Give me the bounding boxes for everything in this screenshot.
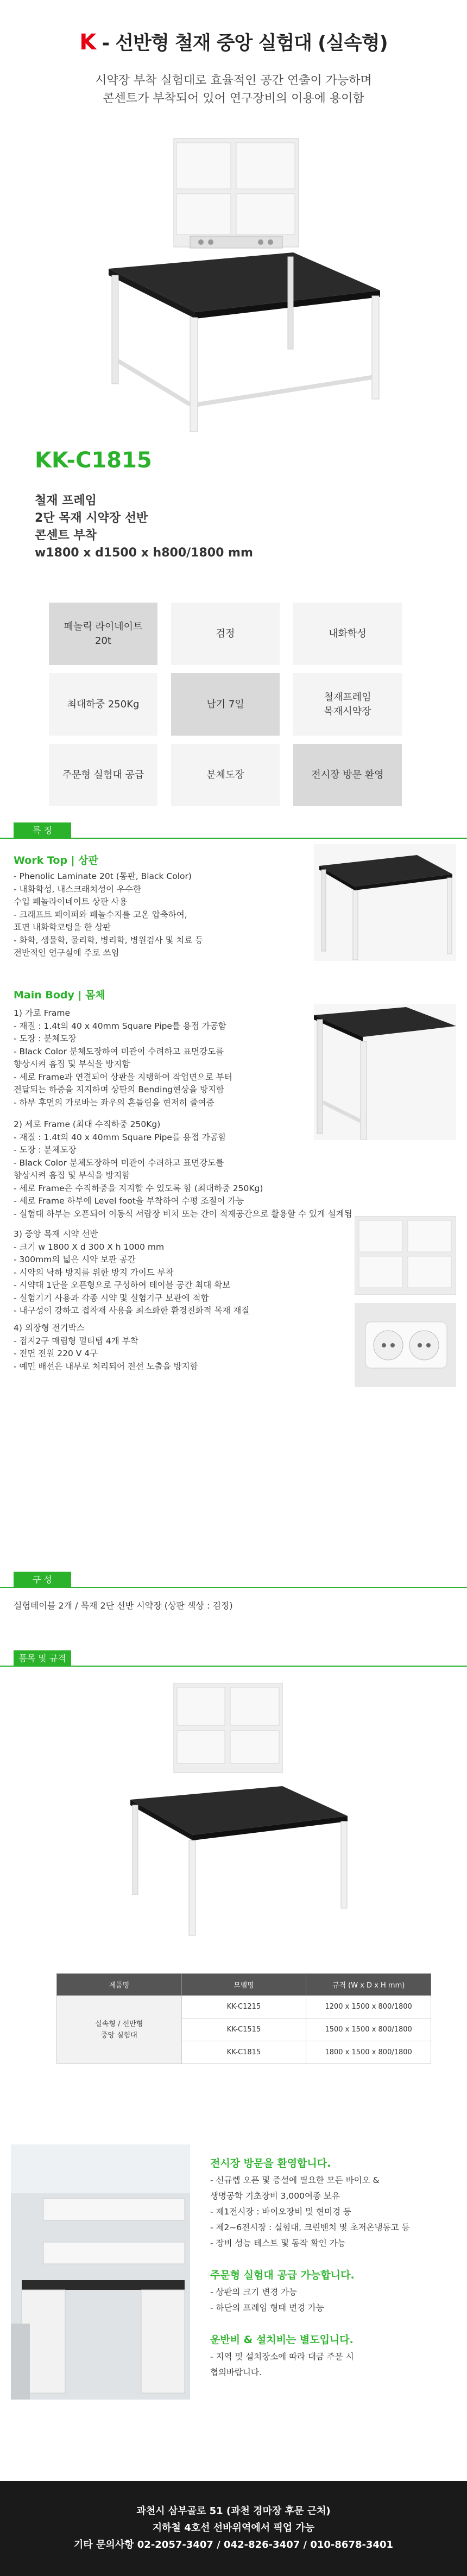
feature-text: 검정: [216, 628, 235, 640]
text-line: 수입 페놀라이네이트 상판 사용: [14, 897, 128, 907]
feature-text: 내화학성: [329, 628, 367, 640]
text-line: - 재질 : 1.4t의 40 x 40mm Square Pipe를 용접 가공함: [14, 1021, 226, 1031]
visit-title-showroom: 전시장 방문을 환영합니다.: [210, 2157, 331, 2169]
spec-line: 철재 프레임: [35, 494, 97, 508]
footer: [0, 2481, 467, 2576]
feature-cell: [171, 673, 280, 736]
feature-cell: [293, 603, 402, 665]
section-header: [0, 1650, 467, 1667]
model-cell: KK-C1515: [181, 2018, 306, 2041]
product-name-line: 실속형 / 선반형: [95, 2020, 143, 2028]
work-top-title: Work Top | 상판: [14, 855, 98, 866]
text-line: - 재질 : 1.4t의 40 x 40mm Square Pipe를 용접 가공함: [14, 1132, 226, 1142]
text-line: - 예민 배선은 내부로 처리되어 전선 노출을 방지함: [14, 1361, 198, 1371]
text-line: - 하단의 프레임 형태 변경 가능: [210, 2303, 324, 2313]
spec-line: w1800 x d1500 x h800/1800 mm: [35, 546, 253, 560]
model-code: KK-C1815: [35, 448, 152, 473]
title-text: - 선반형 철재 중앙 실험대 (실속형): [102, 33, 388, 54]
shelf-title: 3) 중앙 목재 시약 선반: [14, 1229, 98, 1239]
frame-text: [14, 1007, 232, 1109]
text-line: - 접지2구 매립형 멀티탭 4개 부착: [14, 1336, 138, 1346]
custom-text: [210, 2284, 324, 2316]
product-name-line: 중앙 실험대: [100, 2031, 137, 2040]
shipping-text: [210, 2349, 354, 2381]
size-cell: 1200 x 1500 x 800/1800: [306, 1996, 431, 2018]
table-row: [57, 1996, 431, 2018]
work-top-text: [14, 870, 203, 960]
page-title: [0, 28, 467, 55]
spec-table: [56, 1973, 431, 2064]
visit-title-custom: 주문형 실험대 공급 가능합니다.: [210, 2269, 355, 2281]
text-line: - 제2~6전시장 : 실험대, 크린벤치 및 초저온냉동고 등: [210, 2223, 410, 2232]
section-tab: 특 징: [14, 822, 71, 839]
table-header-row: [57, 1974, 431, 1996]
text-line: 협의바랍니다.: [210, 2368, 262, 2377]
spec-line: 2단 목재 시약장 선반: [35, 511, 148, 525]
products-section: [0, 1650, 467, 2139]
footer-contact: 기타 문의사항 02-2057-3407 / 042-826-3407 / 010-8678-3401: [73, 2539, 394, 2550]
text-line: - 시약대 1단을 오픈형으로 구성하여 테이블 공간 최대 확보: [14, 1280, 231, 1290]
text-line: - 신규렙 오픈 및 증설에 필요한 모든 바이오 &: [210, 2175, 380, 2185]
vframe-title: 2) 세로 Frame (최대 수직하중 250Kg): [14, 1119, 161, 1129]
product-name-cell: [57, 1996, 182, 2064]
outlet-title: 4) 외장형 전기박스: [14, 1323, 85, 1333]
feature-text: 최대하중 250Kg: [67, 698, 140, 710]
text-line: - 하부 후면의 가로바는 좌우의 흔들림을 현저히 줄여줌: [14, 1097, 214, 1107]
text-line: - 내구성이 강하고 접착재 사용을 최소화한 환경친화적 목재 재질: [14, 1306, 250, 1315]
text-line: - 제1전시장 : 바이오장비 및 현미경 등: [210, 2207, 351, 2217]
text-line: - 전면 전원 220 V 4구: [14, 1349, 98, 1358]
product-image: [125, 1683, 353, 1938]
feature-text: 철재프레임 목재시약장: [324, 691, 371, 717]
frame-title: 1) 가로 Frame: [14, 1008, 71, 1018]
model-info: [0, 448, 467, 822]
feature-text: 주문형 실험대 공급: [62, 769, 144, 781]
text-line: - 도장 : 분체도장: [14, 1145, 77, 1155]
visit-title-shipping: 운반비 & 설치비는 별도입니다.: [210, 2334, 354, 2346]
model-cell: KK-C1815: [181, 2041, 306, 2064]
work-top-image: [314, 844, 456, 961]
text-line: - 도장 : 분체도장: [14, 1034, 77, 1043]
feature-text: 납기 7일: [206, 698, 244, 710]
shelf-text: [14, 1228, 249, 1318]
size-cell: 1500 x 1500 x 800/1800: [306, 2018, 431, 2041]
brand-letter: K: [79, 30, 96, 55]
text-line: - Black Color 분체도장하여 미관이 수려하고 표면강도를: [14, 1157, 224, 1168]
text-line: - 지역 및 설치장소에 따라 대금 주문 시: [210, 2352, 354, 2362]
header-description: [0, 72, 467, 107]
main-body-title: Main Body | 몸체: [14, 989, 105, 1001]
column-header: 규격 (W x D x H mm): [306, 1974, 431, 1996]
feature-cell: [171, 744, 280, 806]
size-cell: 1800 x 1500 x 800/1800: [306, 2041, 431, 2064]
vframe-text: [14, 1118, 352, 1220]
text-line: - 크래프트 페이퍼와 페놀수지를 고온 압축하여,: [14, 909, 187, 920]
text-line: - 실험기기 사용과 각종 시약 및 실험기구 보관에 적합: [14, 1293, 209, 1303]
text-line: - Black Color 분체도장하여 미관이 수려하고 표면강도를: [14, 1046, 224, 1056]
footer-pickup: 지하철 4호선 선바위역에서 픽업 가능: [152, 2522, 315, 2534]
section-header: [0, 822, 467, 839]
hero-image: [0, 122, 467, 448]
column-header: 제품명: [57, 1974, 182, 1996]
text-line: 향상시켜 흠집 및 부식을 방지함: [14, 1170, 130, 1180]
text-line: - 내화학성, 내스크래치성이 우수한: [14, 884, 141, 894]
text-line: 전달되는 하중을 지지하며 상판의 Bending현상을 방지함: [14, 1085, 224, 1094]
model-cell: KK-C1215: [181, 1996, 306, 2018]
section-header: [0, 1572, 467, 1588]
section-tab: 구 성: [14, 1572, 71, 1588]
header: [0, 0, 467, 122]
feature-cell: [49, 673, 157, 736]
visit-section: [0, 2139, 467, 2481]
outlet-text: [14, 1322, 198, 1373]
feature-text: 전시장 방문 환영: [311, 769, 384, 781]
text-line: 향상시켜 흠집 및 부식을 방지함: [14, 1059, 130, 1069]
text-line: - 크기 w 1800 X d 300 X h 1000 mm: [14, 1242, 165, 1252]
text-line: - 상판의 크기 변경 가능: [210, 2287, 298, 2297]
lab-bench-illustration: [76, 133, 396, 437]
text-line: 생명공학 기초장비 3,000여종 보유: [210, 2191, 340, 2201]
section-tab: 품목 및 규격: [14, 1650, 71, 1667]
text-line: - 시약의 낙하 방지를 위한 방지 가이드 부착: [14, 1267, 174, 1277]
features-section: [0, 822, 467, 1572]
feature-cell: [293, 673, 402, 736]
spec-line: 콘센트 부착: [35, 529, 97, 542]
text-line: - 장비 성능 테스트 및 동작 확인 가능: [210, 2238, 346, 2248]
desc-line: 시약장 부착 실험대로 효율적인 공간 연출이 가능하며: [95, 74, 372, 87]
text-line: - 세로 Frame 하부에 Level foot을 부착하여 수평 조절이 가능: [14, 1196, 244, 1206]
composition-text: 실험테이블 2개 / 목재 2단 선반 시약장 (상판 색상 : 검정): [14, 1600, 233, 1611]
feature-cell: [49, 603, 157, 665]
text-line: - 세로 Frame과 연결되어 상판을 지탱하여 작업면으로 부터: [14, 1072, 232, 1082]
feature-cell: [293, 744, 402, 806]
showroom-text: [210, 2173, 409, 2251]
footer-address: 과천시 삼부골로 51 (과천 경마장 후문 근처): [136, 2505, 331, 2517]
outlet-image: [355, 1303, 456, 1387]
desc-line: 콘센트가 부착되어 있어 연구장비의 이용에 용이함: [103, 92, 364, 105]
showroom-photo: [11, 2144, 190, 2400]
column-header: 모델명: [181, 1974, 306, 1996]
text-line: - Phenolic Laminate 20t (통판, Black Color): [14, 871, 192, 881]
text-line: - 화학, 생물학, 물리학, 병리학, 병원검사 및 치료 등: [14, 935, 204, 945]
composition-section: [0, 1572, 467, 1650]
feature-text: 페놀릭 라이네이트 20t: [64, 621, 143, 647]
text-line: - 실험대 하부는 오픈되어 이동식 서랍장 비치 또는 간이 적재공간으로 활용할 수 있게 설계됨: [14, 1208, 352, 1219]
text-line: - 300mm의 넓은 시약 보관 공간: [14, 1255, 136, 1264]
feature-text: 분체도장: [206, 769, 244, 781]
feature-cell: [171, 603, 280, 665]
text-line: - 세로 Frame은 수직하중을 지지할 수 있도록 함 (최대하중 250Kg): [14, 1183, 263, 1193]
model-spec-list: [35, 492, 467, 562]
text-line: 전반적인 연구실에 주로 쓰임: [14, 948, 119, 958]
text-line: 표면 내화학코팅을 한 상판: [14, 922, 111, 932]
shelf-image: [355, 1216, 456, 1295]
feature-cell: [49, 744, 157, 806]
